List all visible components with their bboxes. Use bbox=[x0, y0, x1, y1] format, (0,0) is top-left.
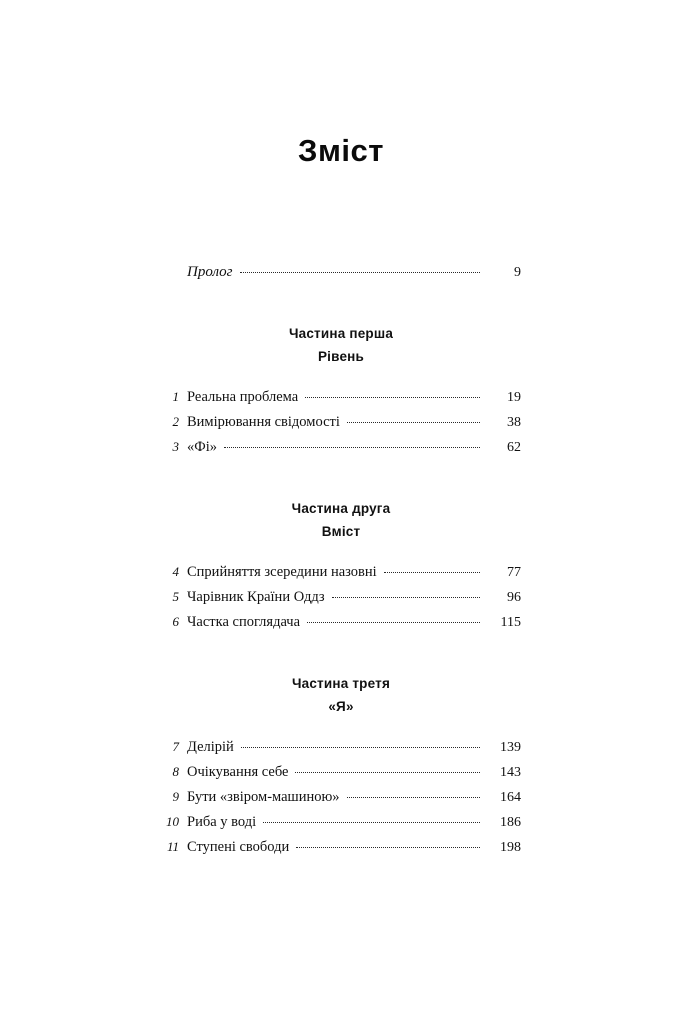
toc-entry-number: 2 bbox=[172, 414, 179, 429]
toc-entry-label: Бути «звіром-машиною» bbox=[187, 789, 340, 805]
toc-entry[interactable] bbox=[161, 740, 521, 755]
leader-dots bbox=[263, 822, 480, 823]
toc-entry-label: Риба у воді bbox=[187, 814, 257, 830]
toc-entry-page: 115 bbox=[500, 615, 521, 630]
toc-entry-page: 9 bbox=[514, 265, 521, 280]
part-name: Частина друга bbox=[291, 501, 391, 516]
toc-entry-label: Вимірювання свідомості bbox=[187, 414, 340, 430]
toc-entry[interactable] bbox=[161, 590, 521, 605]
part-subtitle: «Я» bbox=[328, 699, 354, 714]
toc-entry[interactable] bbox=[161, 565, 521, 580]
toc-entry[interactable] bbox=[161, 440, 521, 455]
part-entries-3 bbox=[161, 740, 521, 855]
toc-entry-label: Реальна проблема bbox=[187, 389, 299, 405]
toc-entry-number: 6 bbox=[172, 614, 179, 629]
toc-entry-number: 11 bbox=[166, 839, 179, 854]
leader-dots bbox=[240, 272, 480, 273]
part-heading-2 bbox=[161, 501, 521, 539]
toc-entry-label: Сприйняття зсередини назовні bbox=[187, 564, 377, 580]
leader-dots bbox=[384, 572, 480, 573]
toc-body bbox=[161, 169, 521, 855]
leader-dots bbox=[332, 597, 480, 598]
toc-entry[interactable] bbox=[161, 615, 521, 630]
toc-entry[interactable] bbox=[161, 815, 521, 830]
part-entries-2 bbox=[161, 565, 521, 630]
toc-entry-number: 3 bbox=[172, 439, 179, 454]
toc-entry-page: 186 bbox=[500, 815, 521, 830]
part-heading-3 bbox=[161, 676, 521, 714]
toc-entry-number: 9 bbox=[172, 789, 179, 804]
toc-entry-page: 143 bbox=[500, 765, 521, 780]
toc-entry[interactable] bbox=[161, 790, 521, 805]
toc-entry-label: Чарівник Країни Оддз bbox=[187, 589, 325, 605]
toc-entry-page: 62 bbox=[507, 440, 521, 455]
toc-entry-number: 7 bbox=[172, 739, 179, 754]
toc-entry-label: Очікування себе bbox=[187, 764, 289, 780]
toc-entry-page: 19 bbox=[507, 390, 521, 405]
leader-dots bbox=[347, 422, 480, 423]
toc-entry-prologue[interactable] bbox=[161, 265, 521, 280]
part-subtitle: Вміст bbox=[321, 524, 361, 539]
toc-entry-number: 1 bbox=[172, 389, 179, 404]
part-name: Частина перша bbox=[288, 326, 394, 341]
leader-dots bbox=[241, 747, 480, 748]
toc-entry-label: Частка споглядача bbox=[187, 614, 301, 630]
toc-entry[interactable] bbox=[161, 415, 521, 430]
toc-entry-page: 96 bbox=[507, 590, 521, 605]
toc-entry-page: 77 bbox=[507, 565, 521, 580]
part-subtitle: Рівень bbox=[317, 349, 365, 364]
toc-entry[interactable] bbox=[161, 390, 521, 405]
toc-entry-label: Ступені свободи bbox=[187, 839, 290, 855]
toc-entry-page: 164 bbox=[500, 790, 521, 805]
part-entries-1 bbox=[161, 390, 521, 455]
toc-entry-label: Пролог bbox=[187, 264, 233, 280]
page-title: Зміст bbox=[298, 133, 384, 168]
toc-entry-page: 38 bbox=[507, 415, 521, 430]
part-heading-1 bbox=[161, 326, 521, 364]
leader-dots bbox=[295, 772, 480, 773]
leader-dots bbox=[347, 797, 480, 798]
toc-entry[interactable] bbox=[161, 765, 521, 780]
leader-dots bbox=[307, 622, 480, 623]
toc-entry-page: 139 bbox=[500, 740, 521, 755]
leader-dots bbox=[305, 397, 480, 398]
leader-dots bbox=[296, 847, 480, 848]
part-name: Частина третя bbox=[291, 676, 391, 691]
toc-entry-label: «Фі» bbox=[187, 439, 217, 455]
toc-entry-number: 10 bbox=[166, 814, 179, 829]
toc-entry-number: 5 bbox=[172, 589, 179, 604]
leader-dots bbox=[224, 447, 480, 448]
toc-entry-number: 4 bbox=[172, 564, 179, 579]
toc-entry-label: Делірій bbox=[187, 739, 234, 755]
toc-entry-number: 8 bbox=[172, 764, 179, 779]
toc-entry-page: 198 bbox=[500, 840, 521, 855]
toc-entry[interactable] bbox=[161, 840, 521, 855]
